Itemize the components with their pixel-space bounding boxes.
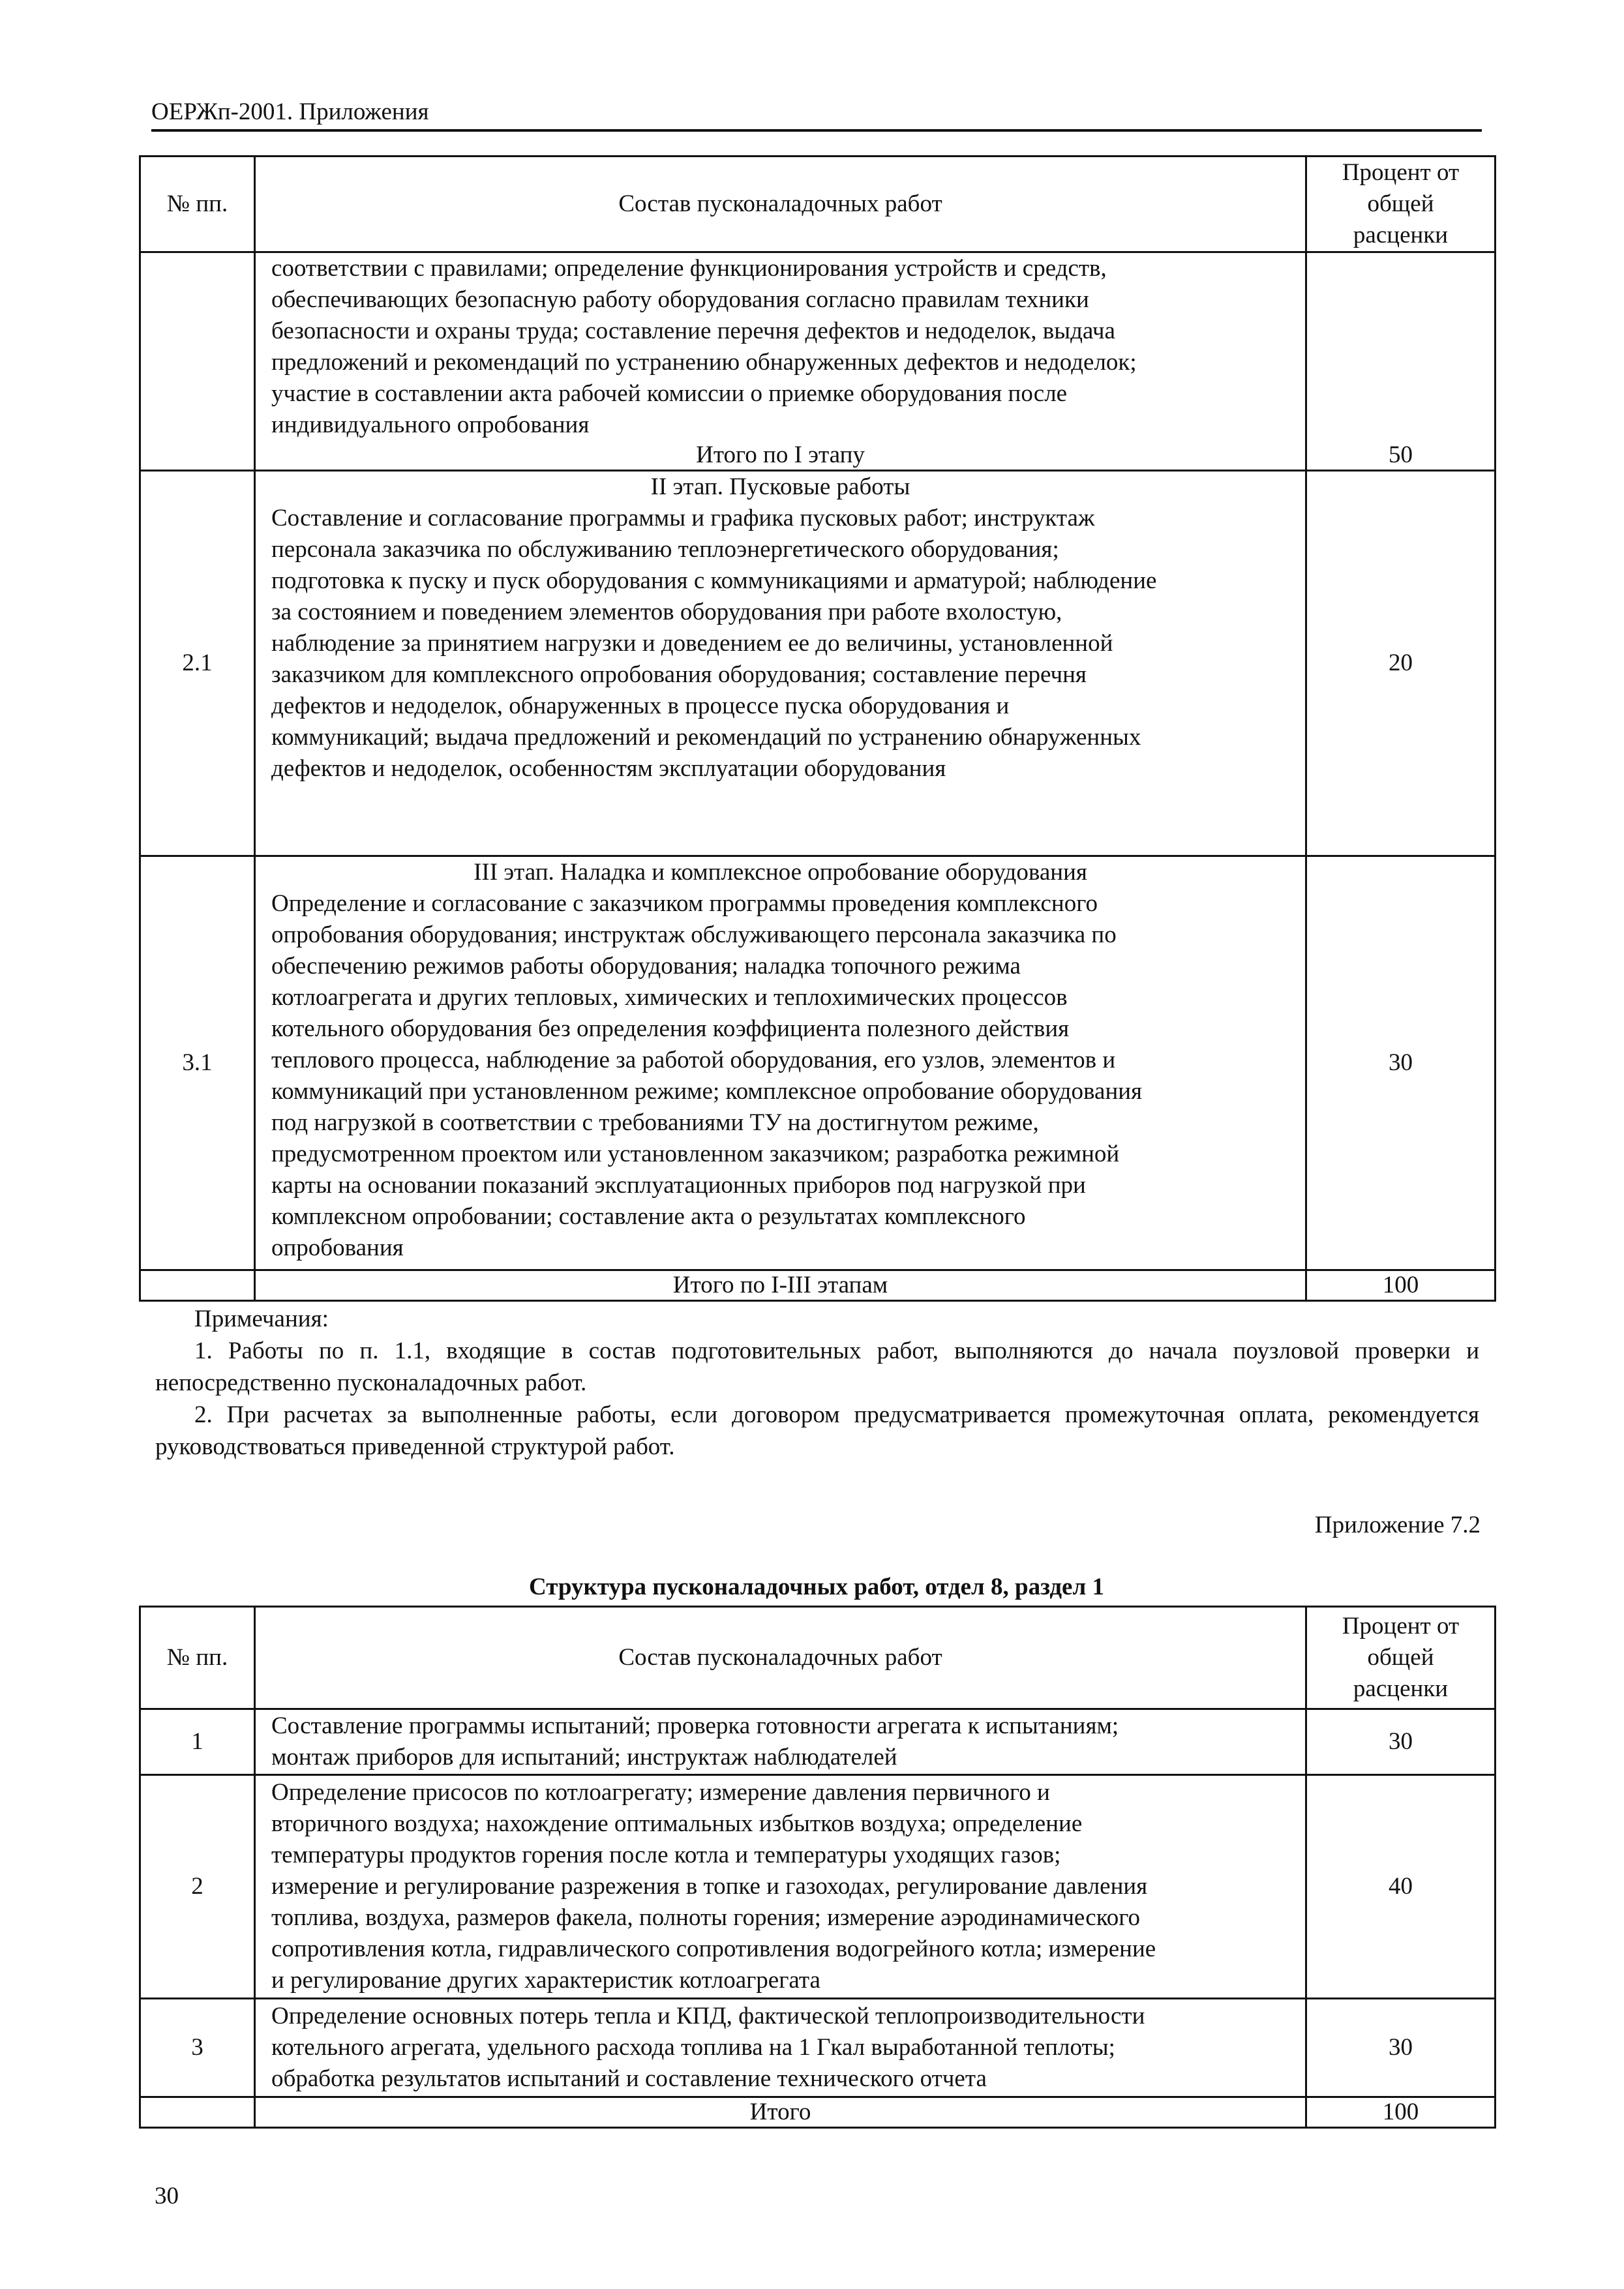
table-row-2 — [140, 1775, 1496, 1999]
table-header-row — [140, 1607, 1496, 1709]
table-row-1 — [140, 1709, 1496, 1775]
row-percent: 20 — [1306, 471, 1496, 856]
col-header-percent: Процент от общей расценки — [1306, 1607, 1496, 1709]
col-header-percent: Процент от общей расценки — [1306, 157, 1496, 252]
row-content: II этап. Пусковые работы Составление и согласование программы и графика пусковых работ; инструктаж персонала заказчика по обслуживанию теплоэнергетического оборудования; подготовка к пуску и пуск оборудования с коммуникациями и арматурой; наблюдение за состоянием и поведением элементов оборудования при работе вхолостую, наблюдение за принятием нагрузки и доведением ее до величины, установленной заказчиком для комплексного опробования оборудования; составление перечня дефектов и недоделок, обнаруженных в процессе пуска оборудования и коммуникаций; выдача предложений и рекомендаций по устранению обнаруженных дефектов и недоделок, особенностям эксплуатации оборудования — [255, 471, 1306, 856]
total-label: Итого — [255, 2097, 1306, 2128]
notes — [155, 1303, 1479, 1463]
col-header-number: № пп. — [140, 157, 255, 252]
table-row-total — [140, 1270, 1496, 1301]
table-row-continued — [140, 252, 1496, 441]
row-number: 2.1 — [140, 471, 255, 856]
subtotal-label: Итого по I этапу — [255, 441, 1306, 471]
row-percent: 30 — [1306, 1999, 1496, 2097]
row-number: 1 — [140, 1709, 255, 1775]
page-header: ОЕРЖп-2001. Приложения — [151, 98, 1482, 132]
table-row-2-1 — [140, 471, 1496, 856]
table-row-total — [140, 2097, 1496, 2128]
table2-title: Структура пусконаладочных работ, отдел 8, раздел 1 — [529, 1574, 1104, 1600]
stage-title: III этап. Наладка и комплексное опробование оборудования — [474, 859, 1087, 886]
row-number: 2 — [140, 1775, 255, 1999]
row-number: 3 — [140, 1999, 255, 2097]
page-number: 30 — [155, 2183, 179, 2209]
row-percent: 30 — [1306, 1709, 1496, 1775]
table-header-row — [140, 157, 1496, 252]
note-1: 1. Работы по п. 1.1, входящие в состав подготовительных работ, выполняются до начала поузловой проверки и непосредственно пусконаладочных работ. — [155, 1338, 1479, 1396]
col-header-number: № пп. — [140, 1607, 255, 1709]
stage-title: II этап. Пусковые работы — [650, 473, 910, 500]
works-structure-table — [139, 1606, 1496, 2129]
row-number: 3.1 — [140, 856, 255, 1270]
table-row-3-1 — [140, 856, 1496, 1270]
row-percent: 30 — [1306, 856, 1496, 1270]
row-content: Определение присосов по котлоагрегату; измерение давления первичного и вторичного воздуха; нахождение оптимальных избытков воздуха; определение температуры продуктов горения после котла и температуры уходящих газов; измерение и регулирование разрежения в топке и газоходах, регулирование давления топлива, воздуха, размеров факела, полноты горения; измерение аэродинамического сопротивления котла, гидравлического сопротивления водогрейного котла; измерение и регулирование других характеристик котлоагрегата — [255, 1775, 1306, 1999]
row-percent: 40 — [1306, 1775, 1496, 1999]
total-value: 100 — [1306, 2097, 1496, 2128]
note-2: 2. При расчетах за выполненные работы, если договором предусматривается промежуточная оплата, рекомендуется руководствоваться приведенной структурой работ. — [155, 1401, 1479, 1460]
notes-title: Примечания: — [194, 1306, 329, 1332]
appendix-label: Приложение 7.2 — [1314, 1512, 1481, 1538]
row-content: III этап. Наладка и комплексное опробование оборудования Определение и согласование с заказчиком программы проведения комплексного опробования оборудования; инструктаж обслуживающего персонала заказчика по обеспечению режимов работы оборудования; наладка топочного режима котлоагрегата и других тепловых, химических и теплохимических процессов котельного оборудования без определения коэффициента полезного действия теплового процесса, наблюдение за работой оборудования, его узлов, элементов и коммуникаций при установленном режиме; комплексное опробование оборудования под нагрузкой в соответствии с требованиями ТУ на достигнутом режиме, предусмотренном проектом или установленном заказчиком; разработка режимной карты на основании показаний эксплуатационных приборов под нагрузкой при комплексном опробовании; составление акта о результатах комплексного опробования — [255, 856, 1306, 1270]
subtotal-value: 50 — [1306, 441, 1496, 471]
total-label: Итого по I-III этапам — [255, 1270, 1306, 1301]
continued-content: соответствии с правилами; определение функционирования устройств и средств, обеспечивающих безопасную работу оборудования согласно правилам техники безопасности и охраны труда; составление перечня дефектов и недоделок, выдача предложений и рекомендаций по устранению обнаруженных дефектов и недоделок; участие в составлении акта рабочей комиссии о приемке оборудования после индивидуального опробования — [255, 252, 1306, 441]
total-value: 100 — [1306, 1270, 1496, 1301]
col-header-content: Состав пусконаладочных работ — [255, 157, 1306, 252]
works-structure-table-continued — [139, 155, 1496, 1302]
col-header-content: Состав пусконаладочных работ — [255, 1607, 1306, 1709]
table-row-3 — [140, 1999, 1496, 2097]
row-content: Составление программы испытаний; проверка готовности агрегата к испытаниям; монтаж приборов для испытаний; инструктаж наблюдателей — [255, 1709, 1306, 1775]
row-content: Определение основных потерь тепла и КПД, фактической теплопроизводительности котельного агрегата, удельного расхода топлива на 1 Гкал выработанной теплоты; обработка результатов испытаний и составление технического отчета — [255, 1999, 1306, 2097]
table-row-subtotal-stage1 — [140, 441, 1496, 471]
